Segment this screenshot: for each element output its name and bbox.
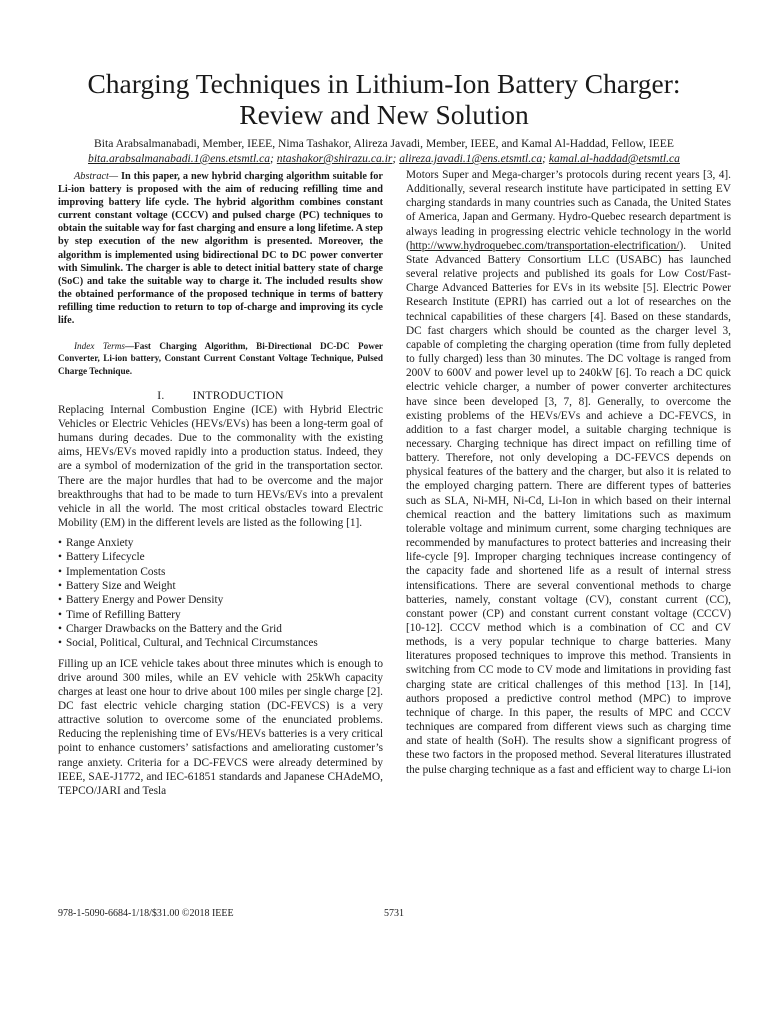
page-number: 5731 — [384, 908, 404, 919]
list-item: • Implementation Costs — [58, 565, 383, 579]
right-column — [406, 168, 731, 777]
right-paragraph — [406, 168, 731, 777]
author-list: Bita Arabsalmanabadi, Member, IEEE, Nima Tashakor, Alireza Javadi, Member, IEEE, and Kamal Al-Haddad, Fellow, IEEE — [94, 137, 674, 150]
list-item: • Charger Drawbacks on the Battery and the Grid — [58, 622, 383, 636]
paper-title: Charging Techniques in Lithium-Ion Battery Charger: Review and New Solution — [87, 68, 681, 130]
right-paragraph-part-a: Motors Super and Mega-charger’s protocols during recent years [3, 4]. Additionally, several research institute have participated in setting EV charging standards in many countries such as Canada, the United States of America, Japan and Germany. Hydro-Quebec research department is always leading in progressing electric vehicle technology in the world ( — [406, 169, 731, 252]
abstract-label: Abstract— — [74, 171, 119, 182]
list-item: • Battery Energy and Power Density — [58, 593, 383, 607]
list-item: • Range Anxiety — [58, 536, 383, 550]
index-terms-text: —Fast Charging Algorithm, Bi-Directional DC-DC Power Converter, Li-ion battery, Constant Current Constant Voltage Technique, Pulsed Charge Technique. — [58, 341, 383, 376]
section-heading — [58, 389, 383, 403]
list-item: • Battery Size and Weight — [58, 579, 383, 593]
left-column — [58, 168, 383, 798]
email-link[interactable]: ntashakor@shirazu.ca.ir — [276, 152, 393, 165]
list-item: • Battery Lifecycle — [58, 550, 383, 564]
list-item: • Social, Political, Cultural, and Technical Circumstances — [58, 636, 383, 650]
right-paragraph-part-b: ). United State Advanced Battery Consortium LLC (USABC) has launched several relative projects and published its goals for Low Cost/Fast-Charge Advanced Batteries for EVs in its website [5]. Electric Power Research Institute (EPRI) has carried out a lot of researches on the technical capabilities of these chargers [4]. Based on these standards, DC fast chargers which should be counted as the charger level 3, capable of completing the charging operation (time from fully depleted to fully charged) less than 30 minutes. The DC voltage is ranged from 200V to 600V and power level up to 240kW [6]. To reach a DC quick electric vehicle charger, a number of power converter architectures have since been developed [3, 7, 8]. Generally, to overcome the existing problems of the HEVs/EVs and achieve a DC-FEVCS, in addition to a fast charger model, a suitable charging technique is necessary. Charging technique has direct impact on refilling time of battery. Therefore, not only developing a DC-FEVCS depends on physical features of the battery and the charger, but also it is related to the employed charging pattern. There are different types of batteries such as SLA, Ni-MH, Ni-Cd, Li-Ion in which based on their internal chemical reaction and the battery limitations such as maximum tolerable voltage and minimum current, some charging techniques are recommended by manufactures to protect batteries and increasing their life-cycle [9]. Improper charging techniques increase contingency of the capacity fade and shortened life as a result of internal stress intensifications. There are several conventional methods to charge batteries, namely, constant voltage (CV), constant current (CC), constant power (CP) and constant current constant voltage (CCCV) [10-12]. CCCV method which is a combination of CC and CV methods, is a very popular technique to charge batteries. Many literatures proposed techniques to improve this method. Transients in switching from CC mode to CV mode and limitations in providing fast charging state are critical challenges of this method [13]. In [14], authors proposed a predictive control method (MPC) to improve technique of charge. In this paper, the results of MPC and CCCV techniques are compared from different views such as charging time and state of health (SoH). The results show a significant progress of these two factors in the proposed method. Several literatures illustrated the pulse charging technique as a fast and efficient way to charge Li-ion — [406, 239, 731, 776]
section-number: I. — [157, 388, 165, 402]
obstacle-list — [58, 536, 383, 650]
intro-paragraph-2: Filling up an ICE vehicle takes about three minutes which is enough to drive around 300 miles, while an EV vehicle with 25kWh capacity charges at least one hour to drive about 100 miles per single charge [2]. DC fast electric vehicle charging station (DC-FEVCS) is a very attractive solution to overcome some of the enunciated problems. Reducing the replenishing time of EVs/HEVs batteries is a very critical point to enhance customers’ satisfactions and ameliorating customer’s range anxiety. Criteria for a DC-FEVCS were already determined by IEEE, SAE-J1772, and IEC-61851 standards and Japanese CHAdeMO, TEPCO/JARI and Tesla — [58, 657, 383, 797]
author-emails: bita.arabsalmanabadi.1@ens.etsmtl.ca; ntashakor@shirazu.ca.ir; alireza.javadi.1@ens.etsmtl.ca; kamal.al-haddad@etsmtl.ca — [88, 152, 680, 165]
list-item: • Time of Refilling Battery — [58, 608, 383, 622]
abstract-text: In this paper, a new hybrid charging algorithm suitable for Li-ion battery is proposed with the aim of reducing refilling time and improving battery life cycle. The hybrid algorithm combines constant current constant voltage (CCCV) and pulsed charge (PC) techniques to obtain the suitable way for fast charging and ensure a long lifetime. A step by step execution of the new algorithm is presented. Moreover, the algorithm is implemented using bidirectional DC to DC power converter with Simulink. The charger is able to detect initial battery state of charge (SoC) and take the suitable way to charge it. The included results show the obtained performance of the proposed technique in terms of battery refilling time reduction to return to top of-charge and improving its cycle life. — [58, 171, 383, 327]
intro-paragraph-1: Replacing Internal Combustion Engine (ICE) with Hybrid Electric Vehicles or Electric Vehicles (HEVs/EVs) has been a long-term goal of humans during decades. Due to the commonality with the existing aims, HEVs/EVs moved rapidly into a production status. Indeed, they are a symbol of modernization of the grid in the transportation sector. There are the major hurdles that had to be overcome and the major breakthroughs that had to be made to turn HEVs/EVs into a prevalent vehicle in all the world. The most critical obstacles toward Electric Mobility (EM) in the different levels are listed as the following [1]. — [58, 403, 383, 529]
index-terms — [58, 340, 383, 377]
index-terms-label: Index Terms — [74, 341, 125, 352]
section-title: INTRODUCTION — [192, 388, 284, 402]
email-link[interactable]: alireza.javadi.1@ens.etsmtl.ca — [399, 152, 543, 165]
email-link[interactable]: kamal.al-haddad@etsmtl.ca — [548, 152, 680, 165]
abstract — [58, 168, 383, 327]
email-link[interactable]: bita.arabsalmanabadi.1@ens.etsmtl.ca — [88, 152, 271, 165]
hydroquebec-link[interactable]: http://www.hydroquebec.com/transportation-electrification/ — [409, 239, 680, 252]
footer-copyright: 978-1-5090-6684-1/18/$31.00 ©2018 IEEE — [58, 908, 234, 919]
